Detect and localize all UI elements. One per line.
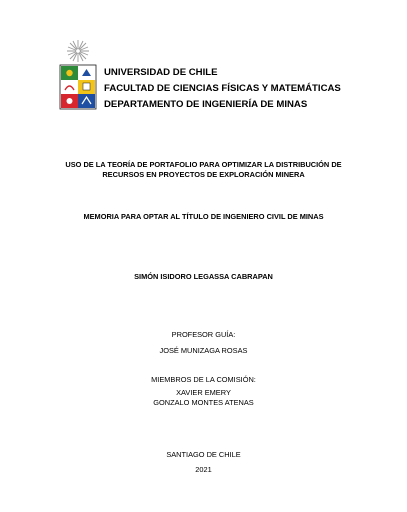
committee-member: GONZALO MONTES ATENAS (153, 398, 254, 407)
university-name: UNIVERSIDAD DE CHILE (104, 67, 218, 78)
advisor-name: JOSÉ MUNIZAGA ROSAS (159, 346, 248, 355)
institution-header (58, 38, 398, 114)
committee-label: MIEMBROS DE LA COMISIÓN: (151, 375, 256, 384)
advisor-label: PROFESOR GUÍA: (171, 330, 236, 339)
institution-names (104, 65, 394, 113)
year: 2021 (195, 465, 212, 474)
author-name: SIMÓN ISIDORO LEGASSA CABRAPAN (134, 272, 273, 281)
degree-statement: MEMORIA PARA OPTAR AL TÍTULO DE INGENIERO CIVIL DE MINAS (83, 212, 324, 221)
thesis-title-line-1: USO DE LA TEORÍA DE PORTAFOLIO PARA OPTIMIZAR LA DISTRIBUCIÓN DE (65, 160, 342, 169)
faculty-name: FACULTAD DE CIENCIAS FÍSICAS Y MATEMÁTICAS (104, 83, 341, 94)
department-name: DEPARTAMENTO DE INGENIERÍA DE MINAS (104, 99, 308, 110)
thesis-title-line-2: RECURSOS EN PROYECTOS DE EXPLORACIÓN MINERA (102, 170, 305, 179)
location: SANTIAGO DE CHILE (166, 450, 241, 459)
university-of-chile-crest-icon (58, 38, 98, 110)
committee-member: XAVIER EMERY (176, 388, 231, 397)
